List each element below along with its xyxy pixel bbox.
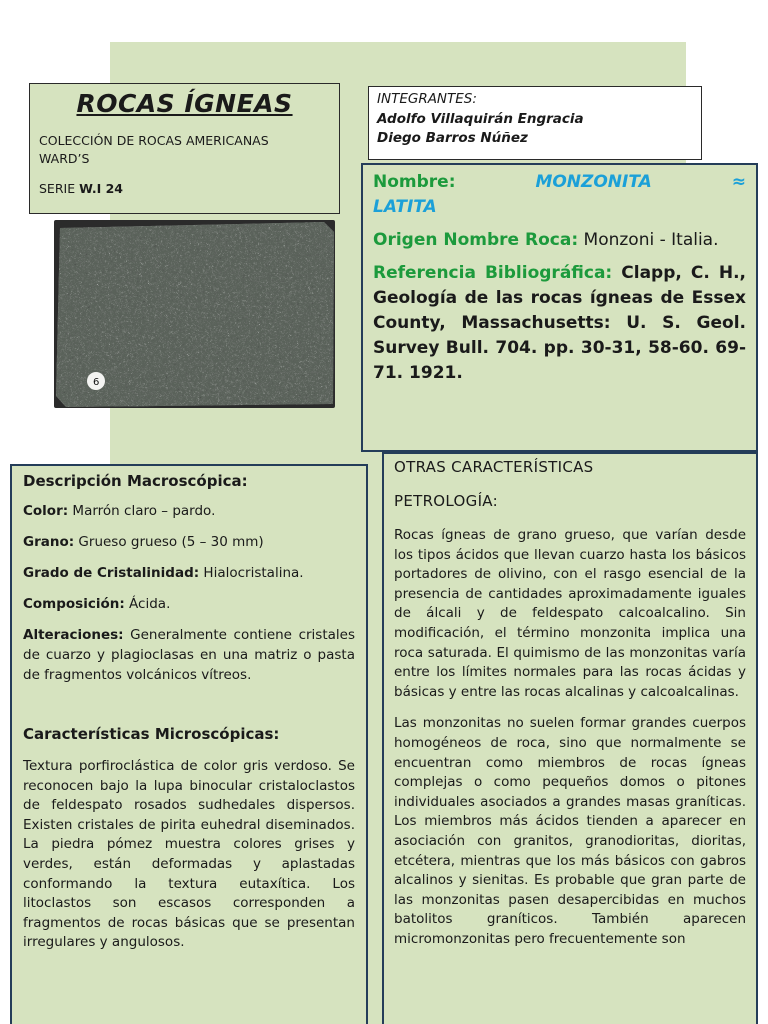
rock-info-box [361, 163, 758, 452]
petrologia-paragraph-2: Las monzonitas no suelen formar grandes cuerpos homogéneos de roca, sino que normalmente se encuentran como miembros de rocas ígneas complejas o como pequeños domos o pitones individuales asociados a grandes masas graníticas. Los miembros más ácidos tienden a aparecer en asociación con granitos, granodioritas, dioritas, etcétera, mientras que los más básicos con gabros alcalinos y sienitas. Es probable que gran parte de las monzonitas pasen desapercibidas en muchos batolitos graníticos. También aparecen micromonzonitas pero frecuentemente son [394, 715, 746, 947]
serie-line: SERIE W.I 24 [39, 181, 123, 196]
member-name: Diego Barros Núñez [377, 130, 528, 146]
macro-heading: Descripción Macroscópica: [23, 472, 248, 490]
member-name: Adolfo Villaquirán Engracia [377, 110, 584, 127]
members-box [368, 86, 702, 160]
collection-text: COLECCIÓN DE ROCAS AMERICANAS WARD’S [39, 133, 269, 166]
petrologia-paragraph-1: Rocas ígneas de grano grueso, que varían desde los tipos ácidos que llevan cuarzo hasta los básicos portadores de olivino, con el rasgo esencial de la presencia de cantidades aproximadamente iguales de álcali y de feldespato calcoalcalino. Sin modificación, el término monzonita implica una roca saturada. El quimismo de las monzonitas varía entre los límites normales para las rocas ácidas y básicas y entre las rocas alcalinas y calcoalcalinas. [394, 527, 746, 700]
svg-text:6: 6 [93, 377, 100, 388]
composicion-row: Composición: Ácida. [23, 596, 171, 612]
rock-specimen-photo [54, 220, 335, 408]
rock-specimen-image [54, 220, 335, 408]
cristalinidad-row: Grado de Cristalinidad: Hialocristalina. [23, 565, 304, 581]
macro-description-box [10, 464, 368, 1024]
nombre-row: Nombre: MONZONITA ≈ [373, 172, 746, 192]
nombre-value-2: LATITA [373, 197, 437, 217]
grano-row: Grano: Grueso grueso (5 – 30 mm) [23, 534, 264, 550]
micro-text: Textura porfiroclástica de color gris verdoso. Se reconocen bajo la lupa binocular cristaloclastos de feldespato rosados sudhedales dispersos. Existen cristales de pirita euhedral diseminados. La piedra pómez muestra colores grises y verdes, están deformadas y aplastadas conformando la textura eutaxítica. Los litoclastos son escasos corresponden a fragmentos de rocas básicas que se presentan irregulares y angulosos. [23, 758, 355, 951]
members-label: INTEGRANTES: [377, 91, 477, 107]
page-title: ROCAS ÍGNEAS [76, 89, 293, 118]
other-characteristics-box [382, 452, 758, 1024]
title-box [29, 83, 340, 214]
origen-row: Origen Nombre Roca: Monzoni - Italia. [373, 230, 719, 250]
referencia-row: Referencia Bibliográfica: Clapp, C. H., Geología de las rocas ígneas de Essex County, Massachusetts: U. S. Geol. Survey Bull. 704. pp. 30-31, 58-60. 69-71. 1921. [373, 263, 746, 383]
alteraciones-row: Alteraciones: Generalmente contiene cristales de cuarzo y plagioclasas en una matriz o pasta de fragmentos volcánicos vítreos. [23, 627, 355, 683]
color-row: Color: Marrón claro – pardo. [23, 503, 216, 519]
petrologia-heading: PETROLOGÍA: [394, 492, 498, 510]
other-heading: OTRAS CARACTERÍSTICAS [394, 458, 594, 476]
micro-heading: Características Microscópicas: [23, 725, 280, 743]
